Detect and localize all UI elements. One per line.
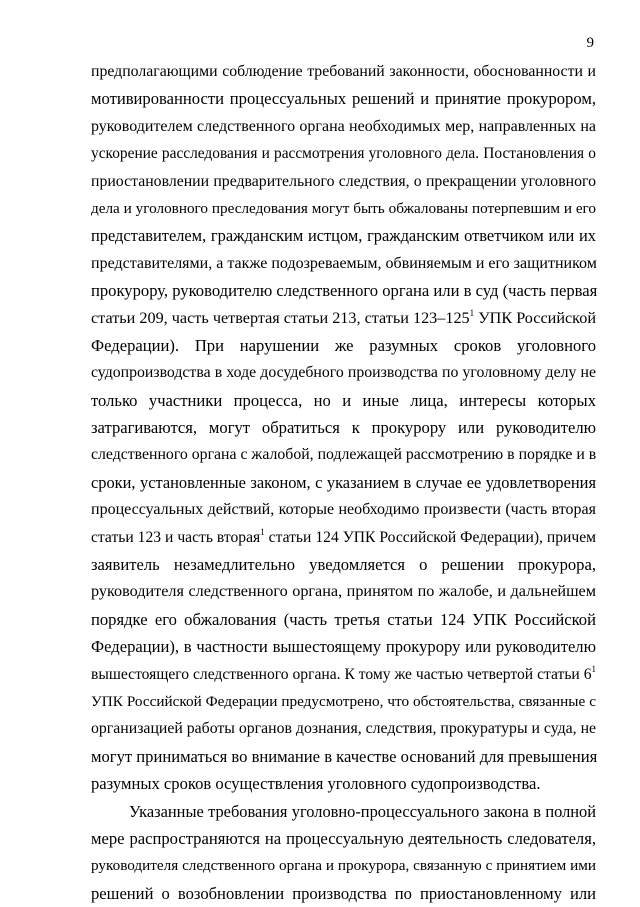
text-line: Федерации). При нарушении же разумных сроков уголовного [91,335,596,355]
text-line: процессуальных действий, которые необходимо произвести (часть вторая [91,501,596,519]
text-line: разумных сроков осуществления уголовного судопроизводства. [91,774,541,794]
text-line: следственного органа с жалобой, подлежащей рассмотрению в порядке и в [91,446,597,464]
text-line: руководителем следственного органа необходимых мер, направленных на [91,117,596,135]
text-line: руководителя следственного органа и прокурора, связанную с принятием ими [91,857,596,875]
text-line: прокурору, руководителю следственного органа или в суд (часть первая [91,281,598,301]
text-line: ускорение расследования и рассмотрения уголовного дела. Постановления о [91,145,596,163]
text-line: УПК Российской Федерации предусмотрено, что обстоятельства, связанные с [91,692,596,710]
text-line: судопроизводства в ходе досудебного производства по уголовному делу не [91,364,596,382]
superscript-index: 1 [591,663,596,674]
text-line: могут приниматься во внимание в качестве оснований для превышения [91,746,598,766]
text-line: решений о возобновлении производства по приостановленному или [91,883,596,903]
text-segment: вышестоящего следственного органа. К тому же частью четвертой статьи 6 [91,665,592,683]
text-line [91,661,596,688]
text-line: организацией работы органов дознания, следствия, прокуратуры и суда, не [91,720,597,738]
text-line: мере распространяются на процессуальную деятельность следователя, [91,828,596,848]
text-line: Указанные требования уголовно-процессуального закона в полной [129,801,596,821]
text-line: предполагающими соблюдение требований законности, обоснованности и [91,63,596,80]
superscript-index: 1 [260,526,265,537]
text-line: руководителя следственного органа, принятом по жалобе, и дальнейшем [91,582,596,601]
text-segment: УПК Российской [474,308,596,327]
text-line [91,524,596,551]
text-line: дела и уголовного преследования могут быть обжалованы потерпевшим и его [91,199,596,217]
text-line: заявитель незамедлительно уведомляется о решении прокурора, [91,555,596,575]
superscript-index: 1 [469,307,475,318]
text-line: представителями, а также подозреваемым, обвиняемым и его защитником [91,254,597,272]
text-segment: статьи 123 и часть вторая [91,528,261,546]
text-segment: статьи 124 УПК Российской Федерации), причем [264,528,596,546]
text-line: затрагиваются, могут обратиться к прокурору или руководителю [91,418,596,438]
text-line: Федерации), в частности вышестоящему прокурору или руководителю [91,637,596,657]
text-line: порядке его обжалования (часть третья статьи 124 УПК Российской [91,609,596,629]
text-line: только участники процесса, но и иные лица, интересы которых [91,390,596,410]
document-body [91,58,596,907]
text-line: представителем, гражданским истцом, гражданским ответчиком или их [91,226,596,246]
text-line [91,305,596,332]
text-line: сроки, установленные законом, с указанием в случае ее удовлетворения [91,472,596,492]
text-line: мотивированности процессуальных решений и принятие прокурором, [91,89,596,109]
text-line: приостановлении предварительного следствия, о прекращении уголовного [91,172,596,190]
page-number: 9 [586,35,594,51]
text-segment: статьи 209, часть четвертая статьи 213, статьи 123–125 [91,308,470,327]
